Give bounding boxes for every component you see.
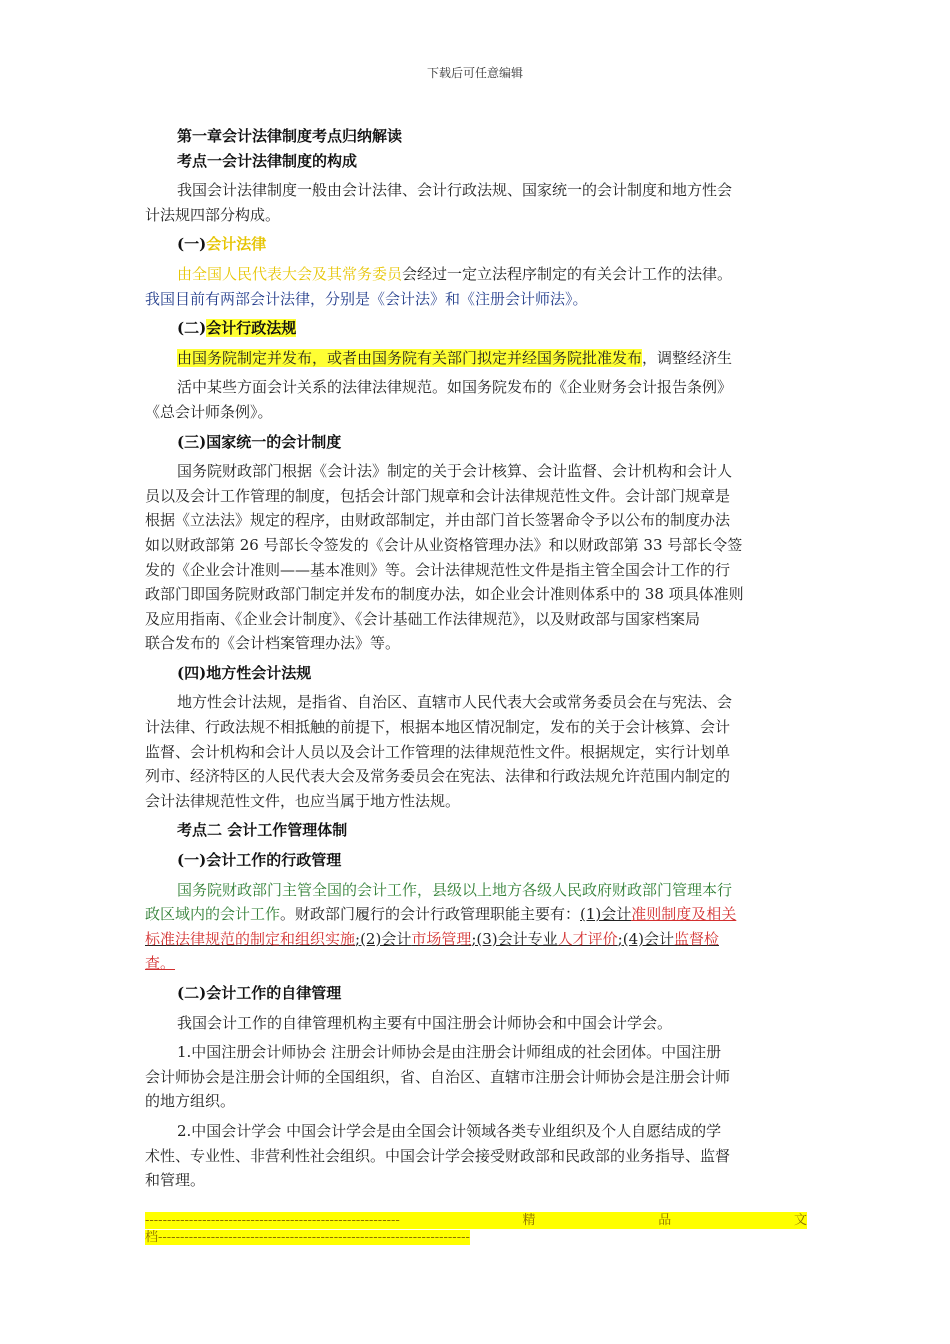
paragraph-line: 列市、经济特区的人民代表大会及常务委员会在宪法、法律和行政法规允许范围内制定的 <box>145 767 731 786</box>
paragraph-line: 联合发布的《会计档案管理办法》等。 <box>145 634 401 653</box>
underlined-text: (1)会计 <box>580 905 632 924</box>
paragraph-line: 2.中国会计学会 中国会计学会是由全国会计领域各类专业组织及个人自愿结成的学 <box>177 1121 722 1140</box>
chapter-title: 第一章会计法律制度考点归纳解读 <box>177 127 403 145</box>
paragraph-line: 员以及会计工作管理的制度，包括会计部门规章和会计法律规范性文件。会计部门规章是 <box>145 486 731 505</box>
red-text: 监督检 <box>673 929 719 948</box>
paragraph-line: 我国会计法律制度一般由会计法律、会计行政法规、国家统一的会计制度和地方性会 <box>177 181 733 200</box>
paragraph-line: 监督、会计机构和会计人员以及会计工作管理的法律规范性文件。根据规定，实行计划单 <box>145 742 731 761</box>
footer-char: 文 <box>793 1213 807 1228</box>
paragraph-line: 地方性会计法规，是指省、自治区、直辖市人民代表大会或常务委员会在与宪法、会 <box>177 693 733 712</box>
heading-text: 会计法律 <box>206 235 267 254</box>
plain-text: 。财政部门履行的会计行政管理职能主要有： <box>280 905 581 924</box>
paragraph-line: 和管理。 <box>145 1171 206 1190</box>
plain-text: ;(3)会计专业 <box>471 929 558 948</box>
paragraph-line: 我国会计工作的自律管理机构主要有中国注册会计师协会和中国会计学会。 <box>177 1013 673 1032</box>
paragraph-line: 会计法律规范性文件，也应当属于地方性法规。 <box>145 791 461 810</box>
plain-text: 会经过一定立法程序制定的有关会计工作的法律。 <box>402 264 733 283</box>
emphasis-text: 由全国人民代表大会及其常务委员 <box>177 264 403 283</box>
subsection-heading <box>145 316 807 341</box>
heading-text: 会计行政法规 <box>206 319 297 338</box>
heading-number: (二) <box>177 319 207 338</box>
paragraph-line: 查。 <box>145 954 176 973</box>
red-underlined-text: 准则制度及相关 <box>631 905 737 924</box>
red-text: 人才评价 <box>557 929 618 948</box>
paragraph-line: 1.中国注册会计师协会 注册会计师协会是由注册会计师组成的社会团体。中国注册 <box>177 1043 722 1062</box>
paragraph-line <box>145 346 807 371</box>
heading-number: (一) <box>177 235 207 254</box>
subsection-heading: (四)地方性会计法规 <box>177 663 312 682</box>
paragraph-line <box>145 262 807 287</box>
footer-dashes: 档----------------------------------------------------------------------- <box>145 1230 470 1245</box>
plain-text: ;(2)会计 <box>355 929 412 948</box>
paragraph-line: 及应用指南、《企业会计制度》、《会计基础工作法律规范》，以及财政部与国家档案局 <box>145 609 701 628</box>
section-heading: 考点二 会计工作管理体制 <box>177 821 348 840</box>
footer-char: 品 <box>658 1213 672 1228</box>
subsection-heading <box>145 232 807 257</box>
paragraph-line: 活中某些方面会计关系的法律法律规范。如国务院发布的《企业财务会计报告条例》 <box>177 378 733 397</box>
footer-char: 精 <box>522 1213 536 1228</box>
paragraph-line: 国务院财政部门主管全国的会计工作，县级以上地方各级人民政府财政部门管理本行 <box>177 880 733 899</box>
paragraph-line: 如以财政部第 26 号部长令签发的《会计从业资格管理办法》和以财政部第 33 号部长令签 <box>145 535 743 554</box>
highlight-text: 由国务院制定并发布，或者由国务院有关部门拟定并经国务院批准发布 <box>177 348 643 367</box>
paragraph-line: 《总会计师条例》。 <box>145 402 273 421</box>
red-text: 市场管理 <box>411 929 472 948</box>
paragraph-line <box>145 902 807 927</box>
plain-text: ，调整经济生 <box>642 348 733 367</box>
green-text: 政区域内的会计工作 <box>145 905 281 924</box>
paragraph-line: 发的《企业会计准则——基本准则》等。会计法律规范性文件是指主管全国会计工作的行 <box>145 560 731 579</box>
section-heading: 考点一会计法律制度的构成 <box>177 151 358 170</box>
footer-line <box>145 1212 807 1229</box>
paragraph-line: 计法律、行政法规不相抵触的前提下，根据本地区情况制定，发布的关于会计核算、会计 <box>145 718 731 737</box>
footer-line <box>145 1229 807 1246</box>
page-header: 下载后可任意编辑 <box>426 66 523 80</box>
document-body <box>145 124 807 1193</box>
paragraph-line: 政部门即国务院财政部门制定并发布的制度办法，如企业会计准则体系中的 38 项具体准则 <box>145 585 744 604</box>
footer-dashes: ---------------------------------------------------------- <box>145 1213 400 1228</box>
plain-text: ;(4)会计 <box>617 929 674 948</box>
paragraph-line: 我国目前有两部会计法律，分别是《会计法》和《注册会计师法》。 <box>145 289 588 308</box>
paragraph-line: 的地方组织。 <box>145 1092 236 1111</box>
paragraph-line: 国务院财政部门根据《会计法》制定的关于会计核算、会计监督、会计机构和会计人 <box>177 462 733 481</box>
subsection-heading: (二)会计工作的自律管理 <box>177 984 342 1002</box>
footer-banner <box>145 1212 807 1246</box>
subsection-heading: (三)国家统一的会计制度 <box>177 432 342 451</box>
paragraph-line: 计法规四部分构成。 <box>145 205 281 224</box>
red-text: 标准法律规范的制定和组织实施 <box>145 929 356 948</box>
paragraph-line <box>145 927 807 952</box>
paragraph-line: 根据《立法法》规定的程序，由财政部制定，并由部门首长签署命令予以公布的制度办法 <box>145 511 731 530</box>
subsection-heading: (一)会计工作的行政管理 <box>177 851 342 870</box>
paragraph-line: 术性、专业性、非营利性社会组织。中国会计学会接受财政部和民政部的业务指导、监督 <box>145 1146 731 1165</box>
paragraph-line: 会计师协会是注册会计师的全国组织，省、自治区、直辖市注册会计师协会是注册会计师 <box>145 1067 731 1086</box>
